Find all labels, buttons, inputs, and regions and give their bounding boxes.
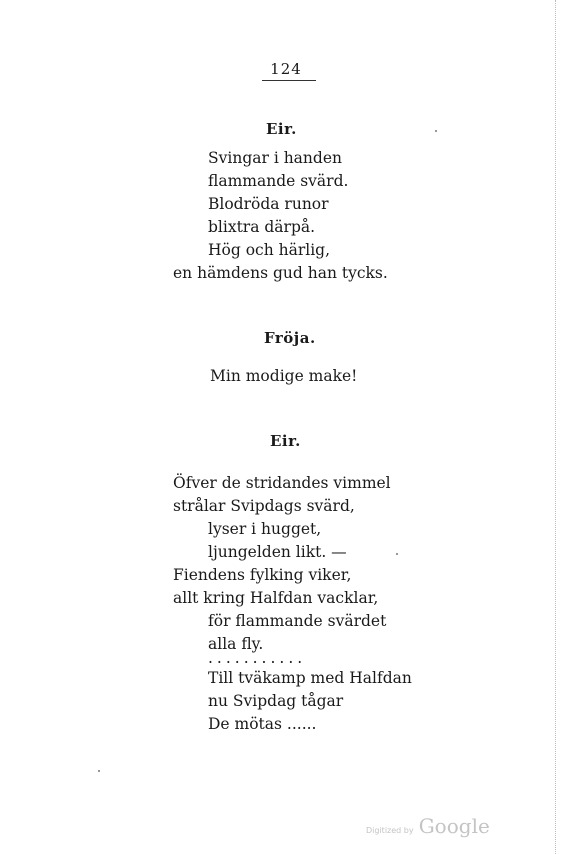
scan-speck [396, 553, 398, 555]
ellipsis-line: ........... [208, 649, 307, 667]
speaker-heading: Eir. [266, 120, 297, 138]
verse-line: De mötas ...... [208, 715, 317, 733]
verse-line: en hämdens gud han tycks. [173, 264, 388, 282]
scan-speck [98, 770, 100, 772]
verse-line: lyser i hugget, [208, 520, 322, 538]
speaker-heading: Eir. [270, 432, 301, 450]
verse-line: flammande svärd. [208, 172, 349, 190]
speaker-heading: Fröja. [264, 329, 316, 347]
verse-line: Min modige make! [210, 367, 358, 385]
verse-line: nu Svipdag tågar [208, 692, 344, 710]
verse-line: Öfver de stridandes vimmel [173, 474, 391, 492]
verse-line: allt kring Halfdan vacklar, [173, 589, 379, 607]
scan-speck [435, 130, 437, 132]
verse-line: Hög och härlig, [208, 241, 331, 259]
verse-line: Till tväkamp med Halfdan [208, 669, 412, 687]
page-number: 124 [270, 60, 302, 78]
verse-line: Fiendens fylking viker, [173, 566, 352, 584]
verse-line: Svingar i handen [208, 149, 342, 167]
page-edge-border [555, 0, 556, 854]
verse-line: för flammande svärdet [208, 612, 387, 630]
digitized-watermark [366, 814, 490, 838]
google-logo: Google [418, 814, 490, 838]
watermark-prefix: Digitized by [366, 826, 414, 835]
verse-line: strålar Svipdags svärd, [173, 497, 355, 515]
verse-line: alla fly. [208, 635, 264, 653]
verse-line: Blodröda runor [208, 195, 329, 213]
verse-line: ljungelden likt. — [208, 543, 347, 561]
verse-line: blixtra därpå. [208, 218, 316, 236]
page-number-rule [262, 80, 316, 81]
